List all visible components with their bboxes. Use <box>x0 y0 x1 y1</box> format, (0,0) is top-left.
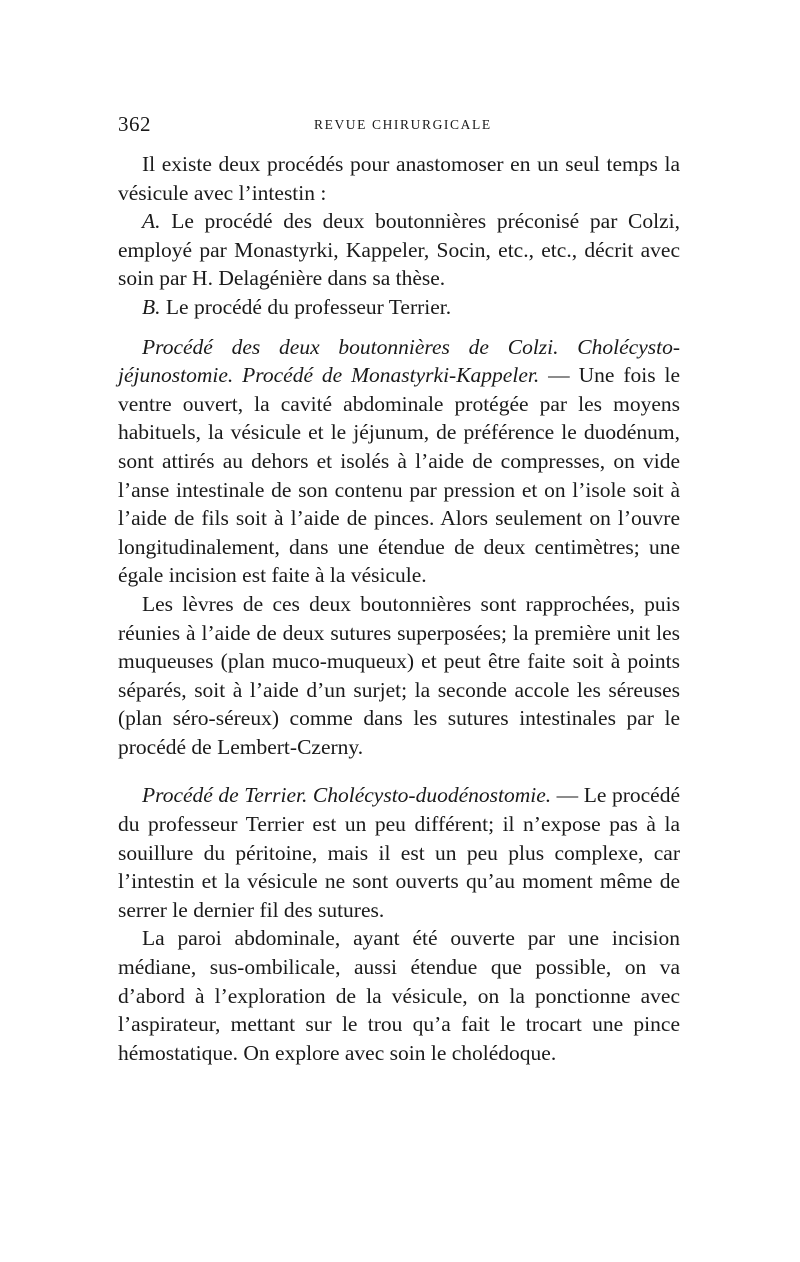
paragraph-method-a <box>118 207 680 293</box>
journal-title: REVUE CHIRURGICALE <box>314 117 492 132</box>
paragraph-sutures: Les lèvres de ces deux boutonnières sont rapprochées, puis réunies à l’aide de deux sutures superposées; la première unit les muqueuses (plan muco-muqueux) et peut être faite soit à points séparés, soit à l’aide d’un surjet; la seconde accole les séreuses (plan séro-séreux) comme dans les sutures intestinales par le procédé de Lembert-Czerny. <box>118 591 680 759</box>
paragraph-colzi-procedure <box>118 333 680 590</box>
book-page <box>118 112 680 1067</box>
paragraph-method-b <box>118 293 680 322</box>
paragraph-intro: Il existe deux procédés pour anastomoser en un seul temps la vésicule avec l’intestin : <box>118 152 680 205</box>
method-a-text: Le procédé des deux boutonnières préconisé par Colzi, employé par Monastyrki, Kappeler, Socin, etc., etc., décrit avec soin par H. Delagénière dans sa thèse. <box>118 209 680 291</box>
colzi-procedure-text: — Une fois le ventre ouvert, la cavité abdominale protégée par les moyens habituels, la vésicule et le jéjunum, de préférence le duodénum, sont attirés au dehors et isolés à l’aide de compresses, on vide l’anse intestinale de son contenu par pression et on l’isole soit à l’aide de fils soit à l’aide de pinces. Alors seulement on l’ouvre longitudinalement, dans une étendue de deux centimètres; une égale incision est faite à la vésicule. <box>118 363 680 588</box>
paragraph-terrier-procedure <box>118 781 680 924</box>
colzi-procedure-heading: Procédé des deux boutonnières de Colzi. Cholécysto-jéjunostomie. Procédé de Monastyrki-Kappeler. <box>118 334 680 388</box>
running-head <box>118 112 680 142</box>
body-text <box>118 150 680 1067</box>
method-b-letter: B. <box>142 294 161 319</box>
paragraph-abdominal-wall: La paroi abdominale, ayant été ouverte par une incision médiane, sus-ombilicale, aussi étendue que possible, on va d’abord à l’exploration de la vésicule, on la ponctionne avec l’aspirateur, mettant sur le trou qu’a fait le trocart une pince hémostatique. On explore avec soin le cholédoque. <box>118 926 680 1065</box>
terrier-procedure-text: — Le procédé du professeur Terrier est un peu différent; il n’expose pas à la souillure du péritoine, mais il est un peu plus complexe, car l’intestin et la vésicule ne sont ouverts qu’au moment même de serrer le dernier fil des sutures. <box>118 783 680 922</box>
method-a-letter: A. <box>142 209 161 234</box>
page-number: 362 <box>118 112 151 136</box>
method-b-text: Le procédé du professeur Terrier. <box>160 294 452 319</box>
terrier-procedure-heading: Procédé de Terrier. Cholécysto-duodénostomie. <box>142 783 552 808</box>
